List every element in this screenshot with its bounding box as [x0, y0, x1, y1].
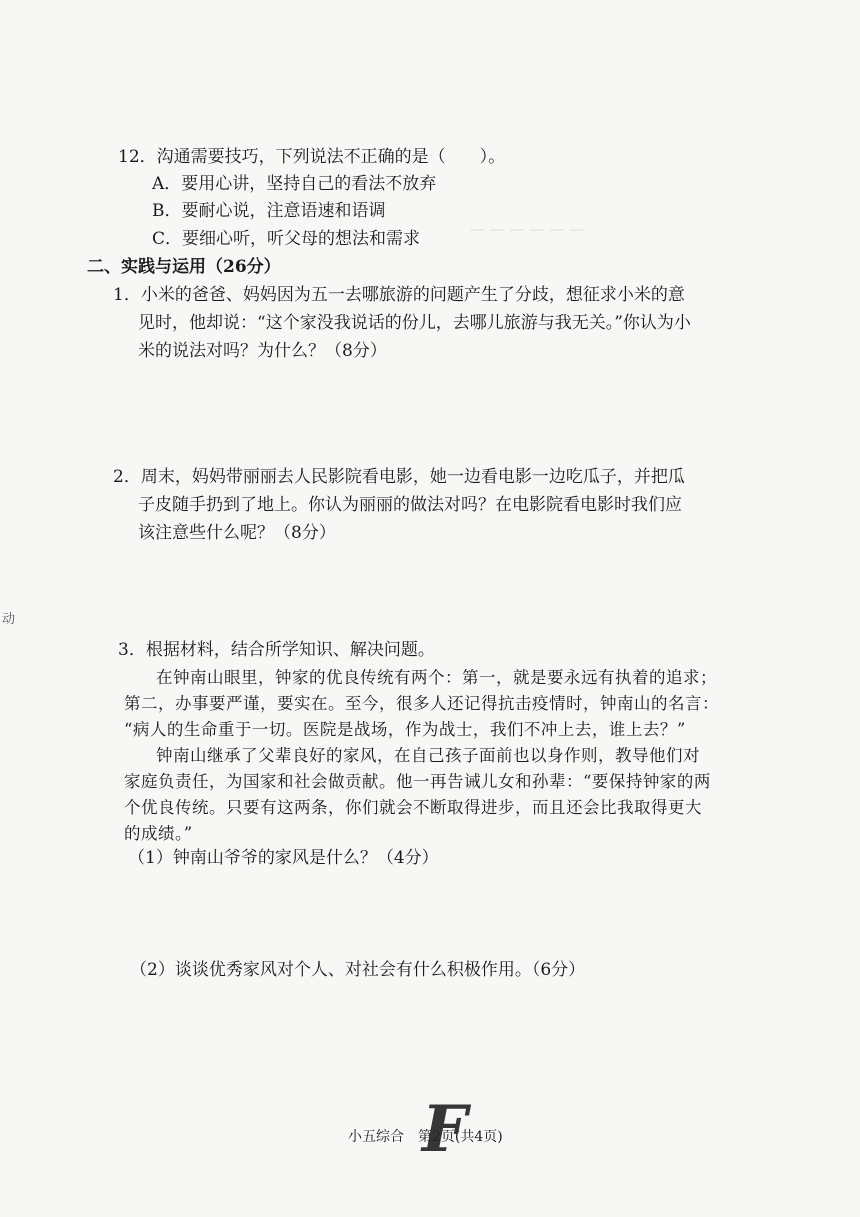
q12-stem: 12．沟通需要技巧，下列说法不正确的是（ ）。 — [118, 147, 506, 167]
p2-line-2: 子皮随手扔到了地上。你认为丽丽的做法对吗？在电影院看电影时我们应 — [138, 495, 682, 515]
passage-line-7: 的成绩。” — [124, 824, 193, 843]
p3-sub-question-1: （1）钟南山爷爷的家风是什么？（4分） — [128, 848, 439, 868]
q12-option-a: A．要用心讲，坚持自己的看法不放弃 — [152, 174, 437, 194]
passage-line-5: 家庭负责任，为国家和社会做贡献。他一再告诫儿女和孙辈：“要保持钟家的两 — [124, 772, 711, 791]
p2-line-1: 2．周末，妈妈带丽丽去人民影院看电影，她一边看电影一边吃瓜子，并把瓜 — [113, 467, 685, 487]
p3-sub-question-2: （2）谈谈优秀家风对个人、对社会有什么积极作用。（6分） — [130, 960, 586, 980]
page-footer: 小五综合 第2页(共4页) — [348, 1129, 503, 1145]
paper-logo: F — [422, 1092, 468, 1167]
passage-line-4: 钟南山继承了父辈良好的家风，在自己孩子面前也以身作则，教导他们对 — [156, 746, 700, 765]
show-through-text: — — — — — — — [470, 220, 584, 238]
p1-line-3: 米的说法对吗？为什么？（8分） — [138, 341, 387, 361]
p2-line-3: 该注意些什么呢？（8分） — [138, 523, 336, 543]
passage-line-1: 在钟南山眼里，钟家的优良传统有两个：第一，就是要永远有执着的追求； — [156, 668, 717, 687]
p1-line-1: 1．小米的爸爸、妈妈因为五一去哪旅游的问题产生了分歧，想征求小米的意 — [113, 285, 685, 305]
q12-option-b: B．要耐心说，注意语速和语调 — [152, 201, 386, 221]
margin-mark: 动 — [2, 612, 16, 627]
section-heading: 二、实践与运用（26分） — [87, 257, 281, 277]
q12-option-c: C．要细心听，听父母的想法和需求 — [152, 229, 421, 249]
p1-line-2: 见时，他却说：“这个家没我说话的份儿，去哪儿旅游与我无关。”你认为小 — [138, 313, 691, 333]
passage-line-3: “病人的生命重于一切。医院是战场，作为战士，我们不冲上去，谁上去？” — [124, 720, 686, 739]
passage-line-2: 第二，办事要严谨，要实在。至今，很多人还记得抗击疫情时，钟南山的名言： — [124, 694, 719, 713]
passage-line-6: 个优良传统。只要有这两条，你们就会不断取得进步，而且还会比我取得更大 — [124, 798, 702, 817]
p3-stem: 3．根据材料，结合所学知识、解决问题。 — [118, 640, 435, 660]
